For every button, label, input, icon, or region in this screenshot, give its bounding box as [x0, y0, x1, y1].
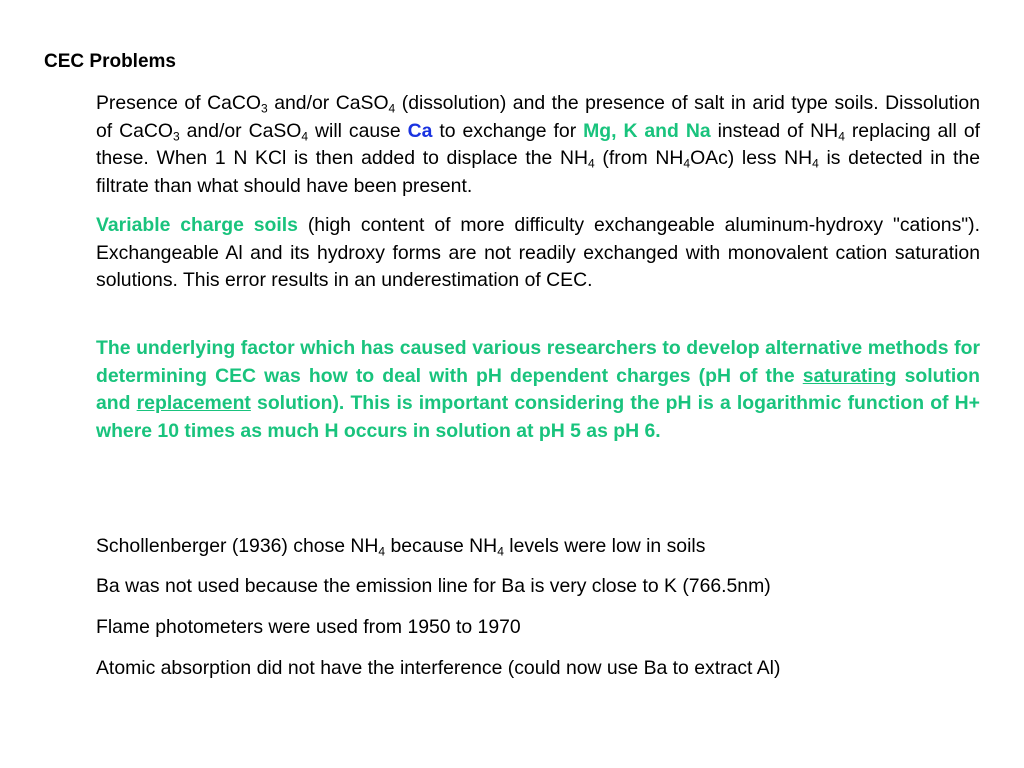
subscript: 4 — [301, 129, 309, 144]
subscript: 4 — [588, 156, 595, 171]
underlined-replacement: replacement — [136, 392, 251, 414]
note-schollenberger — [96, 533, 705, 560]
text: to exchange for — [432, 119, 584, 142]
text: will cause — [308, 119, 408, 142]
text: and/or CaSO — [267, 92, 389, 114]
subscript: 4 — [388, 101, 396, 116]
highlight-variable-charge-soils: Variable charge soils — [96, 214, 298, 236]
page-title: CEC Problems — [44, 51, 176, 72]
text: and/or CaSO — [179, 119, 302, 142]
note-atomic-absorption: Atomic absorption did not have the interference (could now use Ba to extract Al) — [96, 657, 781, 679]
paragraph-variable-charge — [96, 212, 980, 295]
subscript: 3 — [261, 101, 268, 116]
note-flame-photometers: Flame photometers were used from 1950 to 1970 — [96, 616, 521, 638]
subscript: 4 — [812, 156, 819, 171]
text: Schollenberger (1936) chose NH — [96, 535, 379, 557]
text: levels were low in soils — [503, 535, 706, 557]
subscript: 3 — [173, 129, 180, 144]
text: Presence of CaCO — [96, 92, 262, 114]
highlight-mg-k-na: Mg, K and Na — [583, 119, 711, 142]
subscript: 4 — [838, 129, 845, 144]
text: replacing all of these. When 1 N KCl is then added to displace the NH — [96, 119, 980, 169]
text: The underlying factor which has caused various researchers to develop alternative methods for determining CEC was how to deal with pH dependent charges (pH of the — [96, 337, 980, 387]
text: (high content of more difficulty exchangeable aluminum-hydroxy "cations"). Exchangeable Al and its hydroxy forms are not readily exchanged with monovalent cation saturation solutions. This error results in an underestimation of CEC. — [96, 214, 980, 291]
subscript: 4 — [497, 544, 504, 559]
paragraph-underlying-factor — [96, 335, 980, 445]
text: is detected in the filtrate than what should have been present. — [96, 147, 980, 197]
text: instead of NH — [710, 119, 839, 142]
underlined-saturating: saturating — [802, 364, 897, 387]
text: (dissolution) and the presence of salt in arid type soils. Dissolution of CaCO — [96, 92, 980, 142]
text: solution and — [96, 364, 980, 414]
subscript: 4 — [683, 156, 691, 171]
subscript: 4 — [378, 544, 386, 559]
highlight-ca: Ca — [407, 119, 433, 142]
text: OAc) less NH — [690, 147, 813, 169]
note-barium: Ba was not used because the emission line for Ba is very close to K (766.5nm) — [96, 575, 771, 597]
text: because NH — [385, 535, 498, 557]
paragraph-dissolution — [96, 90, 980, 200]
text: (from NH — [594, 147, 684, 169]
text: solution). This is important considering the pH is a logarithmic function of H+ where 10 times as much H occurs in solution at pH 5 as pH 6. — [96, 392, 980, 442]
